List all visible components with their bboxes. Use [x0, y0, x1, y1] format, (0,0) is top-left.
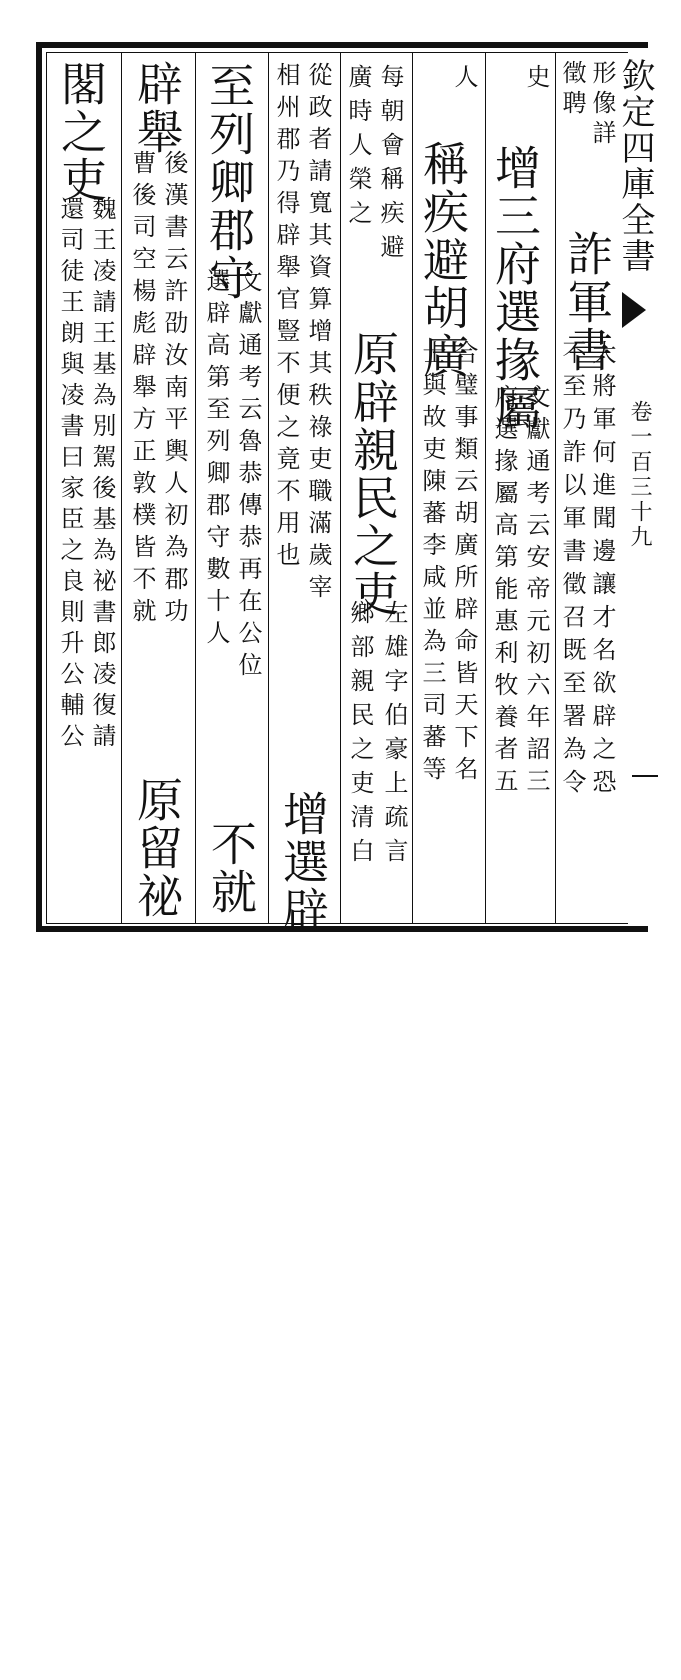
- column-divider: [268, 52, 269, 924]
- text-column: 府選掾屬高第能惠利牧養者五: [490, 384, 518, 800]
- text-column: 文獻通考云安帝元初六年詔三: [522, 384, 550, 800]
- text-column: 魏王凌請王基為別駕後基為祕書郎凌復請: [88, 196, 116, 754]
- text-column: 合璧事類云胡廣所辟命皆天下名: [450, 340, 478, 788]
- heading-column: 增三府選掾屬: [488, 144, 542, 432]
- heading-column: 詐軍書: [560, 230, 614, 374]
- text-column: 士與故吏陳蕃李咸並為三司蕃等: [418, 340, 446, 788]
- text-column: 後漢書云許劭汝南平輿人初為郡功: [160, 150, 188, 630]
- text-column: 每朝會稱疾避: [376, 64, 404, 268]
- heading-column: 稱疾避胡廣: [416, 140, 470, 380]
- margin-tick: [632, 775, 658, 777]
- column-divider: [195, 52, 196, 924]
- chapter-number: 卷一百三十九: [627, 400, 652, 550]
- text-column: 形像詳: [588, 60, 616, 150]
- column-divider: [555, 52, 556, 924]
- text-column: 不至乃詐以軍書徵召既至署為令: [558, 340, 586, 802]
- heading-column: 原留祕: [130, 776, 184, 920]
- text-column: 還司徒王朗與凌書曰家臣之良則升公輔公: [56, 196, 84, 754]
- column-divider: [121, 52, 122, 924]
- text-column: 人: [450, 64, 478, 94]
- text-column: 大將軍何進聞邊讓才名欲辟之恐: [588, 340, 616, 802]
- column-divider: [485, 52, 486, 924]
- text-column: 左雄字伯豪上疏言: [380, 600, 408, 872]
- text-column: 鄉部親民之吏清白: [346, 600, 374, 872]
- heading-column: 增選辟: [276, 790, 330, 934]
- text-column: 選辟高第至列卿郡守數十人: [202, 268, 230, 652]
- column-divider: [340, 52, 341, 924]
- column-divider: [412, 52, 413, 924]
- heading-column: 不就: [204, 820, 258, 916]
- heading-column: 辟舉: [130, 60, 184, 156]
- text-column: 相州郡乃得辟舉官豎不便之竟不用也: [272, 62, 300, 574]
- heading-column: 至列卿郡守: [202, 62, 256, 302]
- text-column: 從政者請寬其資算增其秩祿吏職滿歲宰: [304, 62, 332, 606]
- text-column: 史: [522, 64, 550, 94]
- fish-tail-mark: [622, 292, 646, 328]
- heading-column: 閣之吏: [54, 60, 108, 204]
- text-column: 徵聘: [558, 60, 586, 120]
- heading-column: 原辟親民之吏: [346, 330, 400, 618]
- text-column: 廣時人榮之: [344, 64, 372, 234]
- text-column: 曹後司空楊彪辟舉方正敦樸皆不就: [128, 150, 156, 630]
- text-column: 文獻通考云魯恭傳恭再在公位: [234, 268, 262, 684]
- book-title: 欽定四庫全書: [615, 58, 655, 274]
